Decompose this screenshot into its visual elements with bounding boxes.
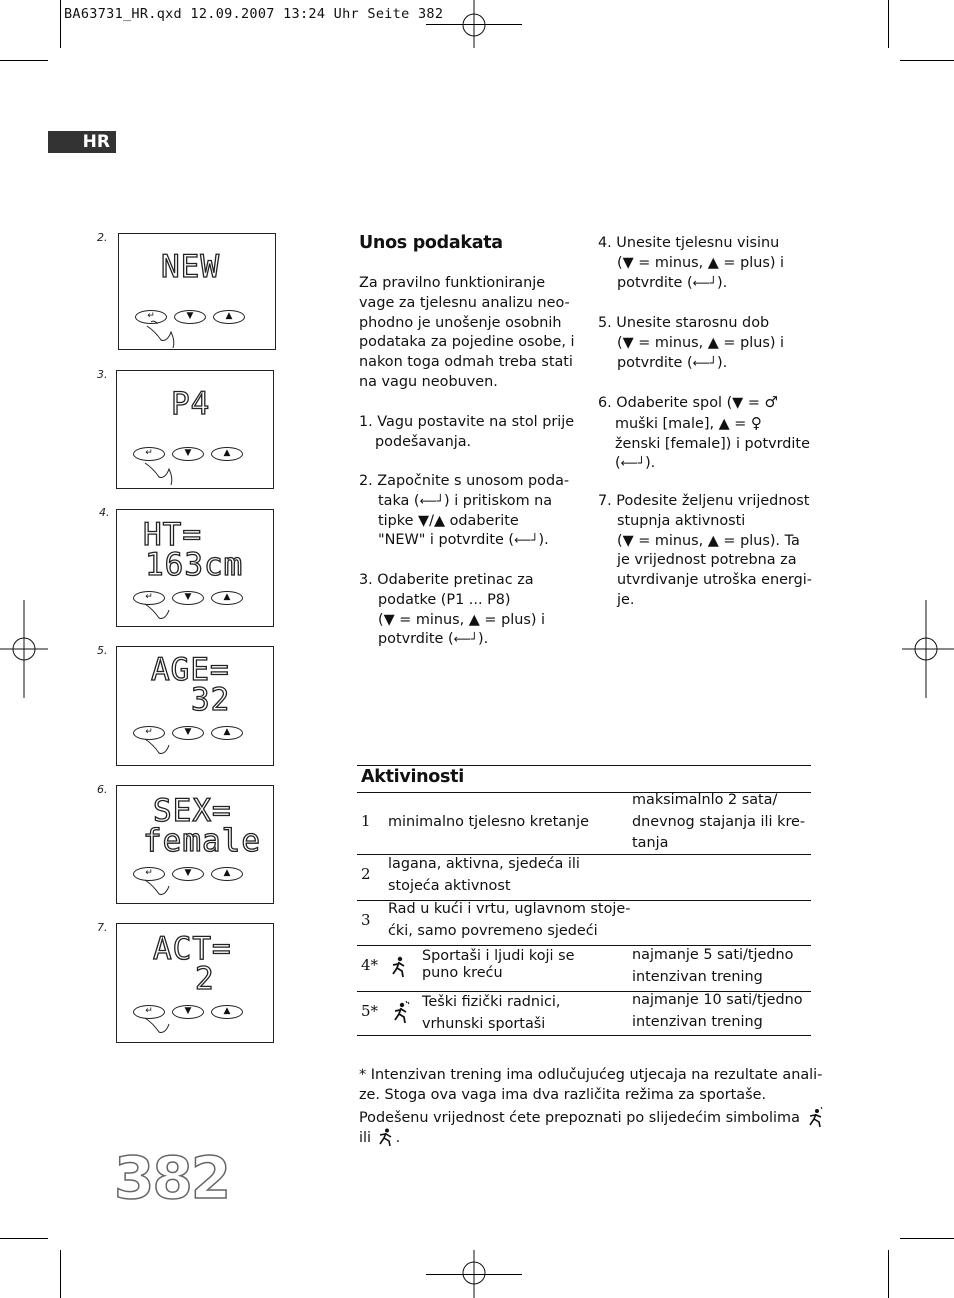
footnote: * Intenzivan trening ima odlučujućeg utjecaja na rezultate anali- ze. Stoga ova vaga ima dva različita režima za sportaše. Podešenu vrijednost ćete prepoznati po slijedećim simbolima ili . — [359, 1066, 824, 1149]
display-step-label: 3. — [97, 368, 108, 381]
step-2: 2. Započnite s unosom poda- taka (⟵┘) i pritiskom na tipke ▼/▲ odaberite "NEW" i potvrdite (⟵┘). — [359, 472, 569, 551]
display-p4 — [116, 370, 274, 489]
finger-icon — [141, 874, 177, 902]
table-bottom-rule — [357, 1035, 811, 1036]
display-line1: HT= — [143, 517, 202, 553]
enter-icon: ⟵┘ — [692, 275, 718, 290]
up-button-icon: ▲ — [213, 310, 245, 324]
step-4: 4. Unesite tjelesnu visinu (▼ = minus, ▲ = plus) i potvrdite (⟵┘). — [598, 234, 784, 293]
display-new — [118, 233, 276, 350]
enter-icon: ⟵┘ — [514, 533, 539, 548]
finger-icon — [141, 1012, 177, 1042]
file-slug: BA63731_HR.qxd 12.09.2007 13:24 Uhr Seite 382 — [64, 6, 444, 22]
display-activity — [116, 923, 274, 1043]
down-button-icon: ▼ — [174, 310, 206, 324]
enter-button-icon: ↵ — [135, 310, 167, 324]
enter-icon: ⟵┘ — [453, 632, 479, 647]
finger-icon — [141, 733, 177, 763]
display-step-label: 7. — [97, 921, 108, 934]
enter-icon: ⟵┘ — [620, 456, 646, 471]
display-step-label: 4. — [99, 506, 110, 519]
enter-button-icon: ↵ — [133, 447, 165, 461]
step-7: 7. Podesite željenu vrijednost stupnja aktivnosti (▼ = minus, ▲ = plus). Ta je vrijednost potrebna za utvrdivanje utroška energi- je. — [598, 493, 812, 608]
female-icon: ♀ — [750, 413, 762, 432]
enter-button-icon: ↵ — [133, 726, 165, 740]
section-title: Unos podakata — [359, 233, 503, 253]
up-button-icon: ▲ — [211, 726, 243, 740]
finger-icon — [141, 455, 177, 487]
enter-icon: ⟵┘ — [419, 493, 444, 508]
male-icon: ♂ — [764, 393, 778, 411]
display-line1: SEX= — [153, 793, 232, 829]
display-line2: female — [143, 823, 261, 859]
up-button-icon: ▲ — [211, 1005, 243, 1019]
step-1: 1. Vagu postavite na stol prije podešavanja. — [359, 414, 575, 450]
up-button-icon: ▲ — [211, 447, 243, 461]
finger-icon — [143, 318, 179, 350]
up-button-icon: ▲ — [211, 867, 243, 881]
enter-button-icon: ↵ — [133, 1005, 165, 1019]
step-3: 3. Odaberite pretinac za podatke (P1 ... P8) (▼ = minus, ▲ = plus) i potvrdite (⟵┘). — [359, 571, 545, 650]
intro-paragraph: Za pravilno funktioniranje vage za tjelesnu analizu neo- phodno je unošenje osobnih podataka za pojedine osobe, i nakon toga odmah treba stati na vagu neobuven. — [359, 275, 575, 390]
display-step-label: 2. — [97, 231, 108, 244]
step-6: 6. Odaberite spol (▼ = ♂ muški [male], ▲ = ♀ ženski [female]) i potvrdite (⟵┘). — [598, 393, 810, 474]
enter-button-icon: ↵ — [133, 867, 165, 881]
display-line2: 2 — [195, 961, 215, 997]
down-button-icon: ▼ — [172, 726, 204, 740]
down-button-icon: ▼ — [172, 1005, 204, 1019]
down-button-icon: ▼ — [172, 447, 204, 461]
display-line2: 32 — [191, 682, 231, 718]
runner-icon — [378, 1128, 394, 1146]
down-button-icon: ▼ — [172, 591, 204, 605]
step-5: 5. Unesite starosnu dob (▼ = minus, ▲ = plus) i potvrdite (⟵┘). — [598, 314, 784, 373]
display-age — [116, 646, 274, 766]
athlete-icon — [808, 1106, 824, 1128]
page-number: 382 — [114, 1144, 230, 1212]
runner-icon — [390, 956, 408, 978]
display-step-label: 6. — [97, 783, 108, 796]
display-height — [116, 509, 274, 627]
enter-icon: ⟵┘ — [692, 355, 718, 370]
display-line1: P4 — [171, 386, 211, 422]
finger-icon — [141, 598, 177, 626]
language-tab: HR — [48, 131, 116, 153]
table-title: Aktivinosti — [361, 767, 464, 787]
display-line1: NEW — [161, 249, 220, 285]
display-step-label: 5. — [97, 644, 108, 657]
display-line2: 163cm — [145, 547, 244, 583]
table-top-rule — [357, 765, 811, 766]
display-line1: ACT= — [153, 931, 232, 967]
enter-button-icon: ↵ — [133, 591, 165, 605]
down-button-icon: ▼ — [172, 867, 204, 881]
display-sex — [116, 785, 274, 904]
up-button-icon: ▲ — [211, 591, 243, 605]
display-line1: AGE= — [151, 652, 230, 688]
athlete-icon — [392, 1000, 410, 1024]
